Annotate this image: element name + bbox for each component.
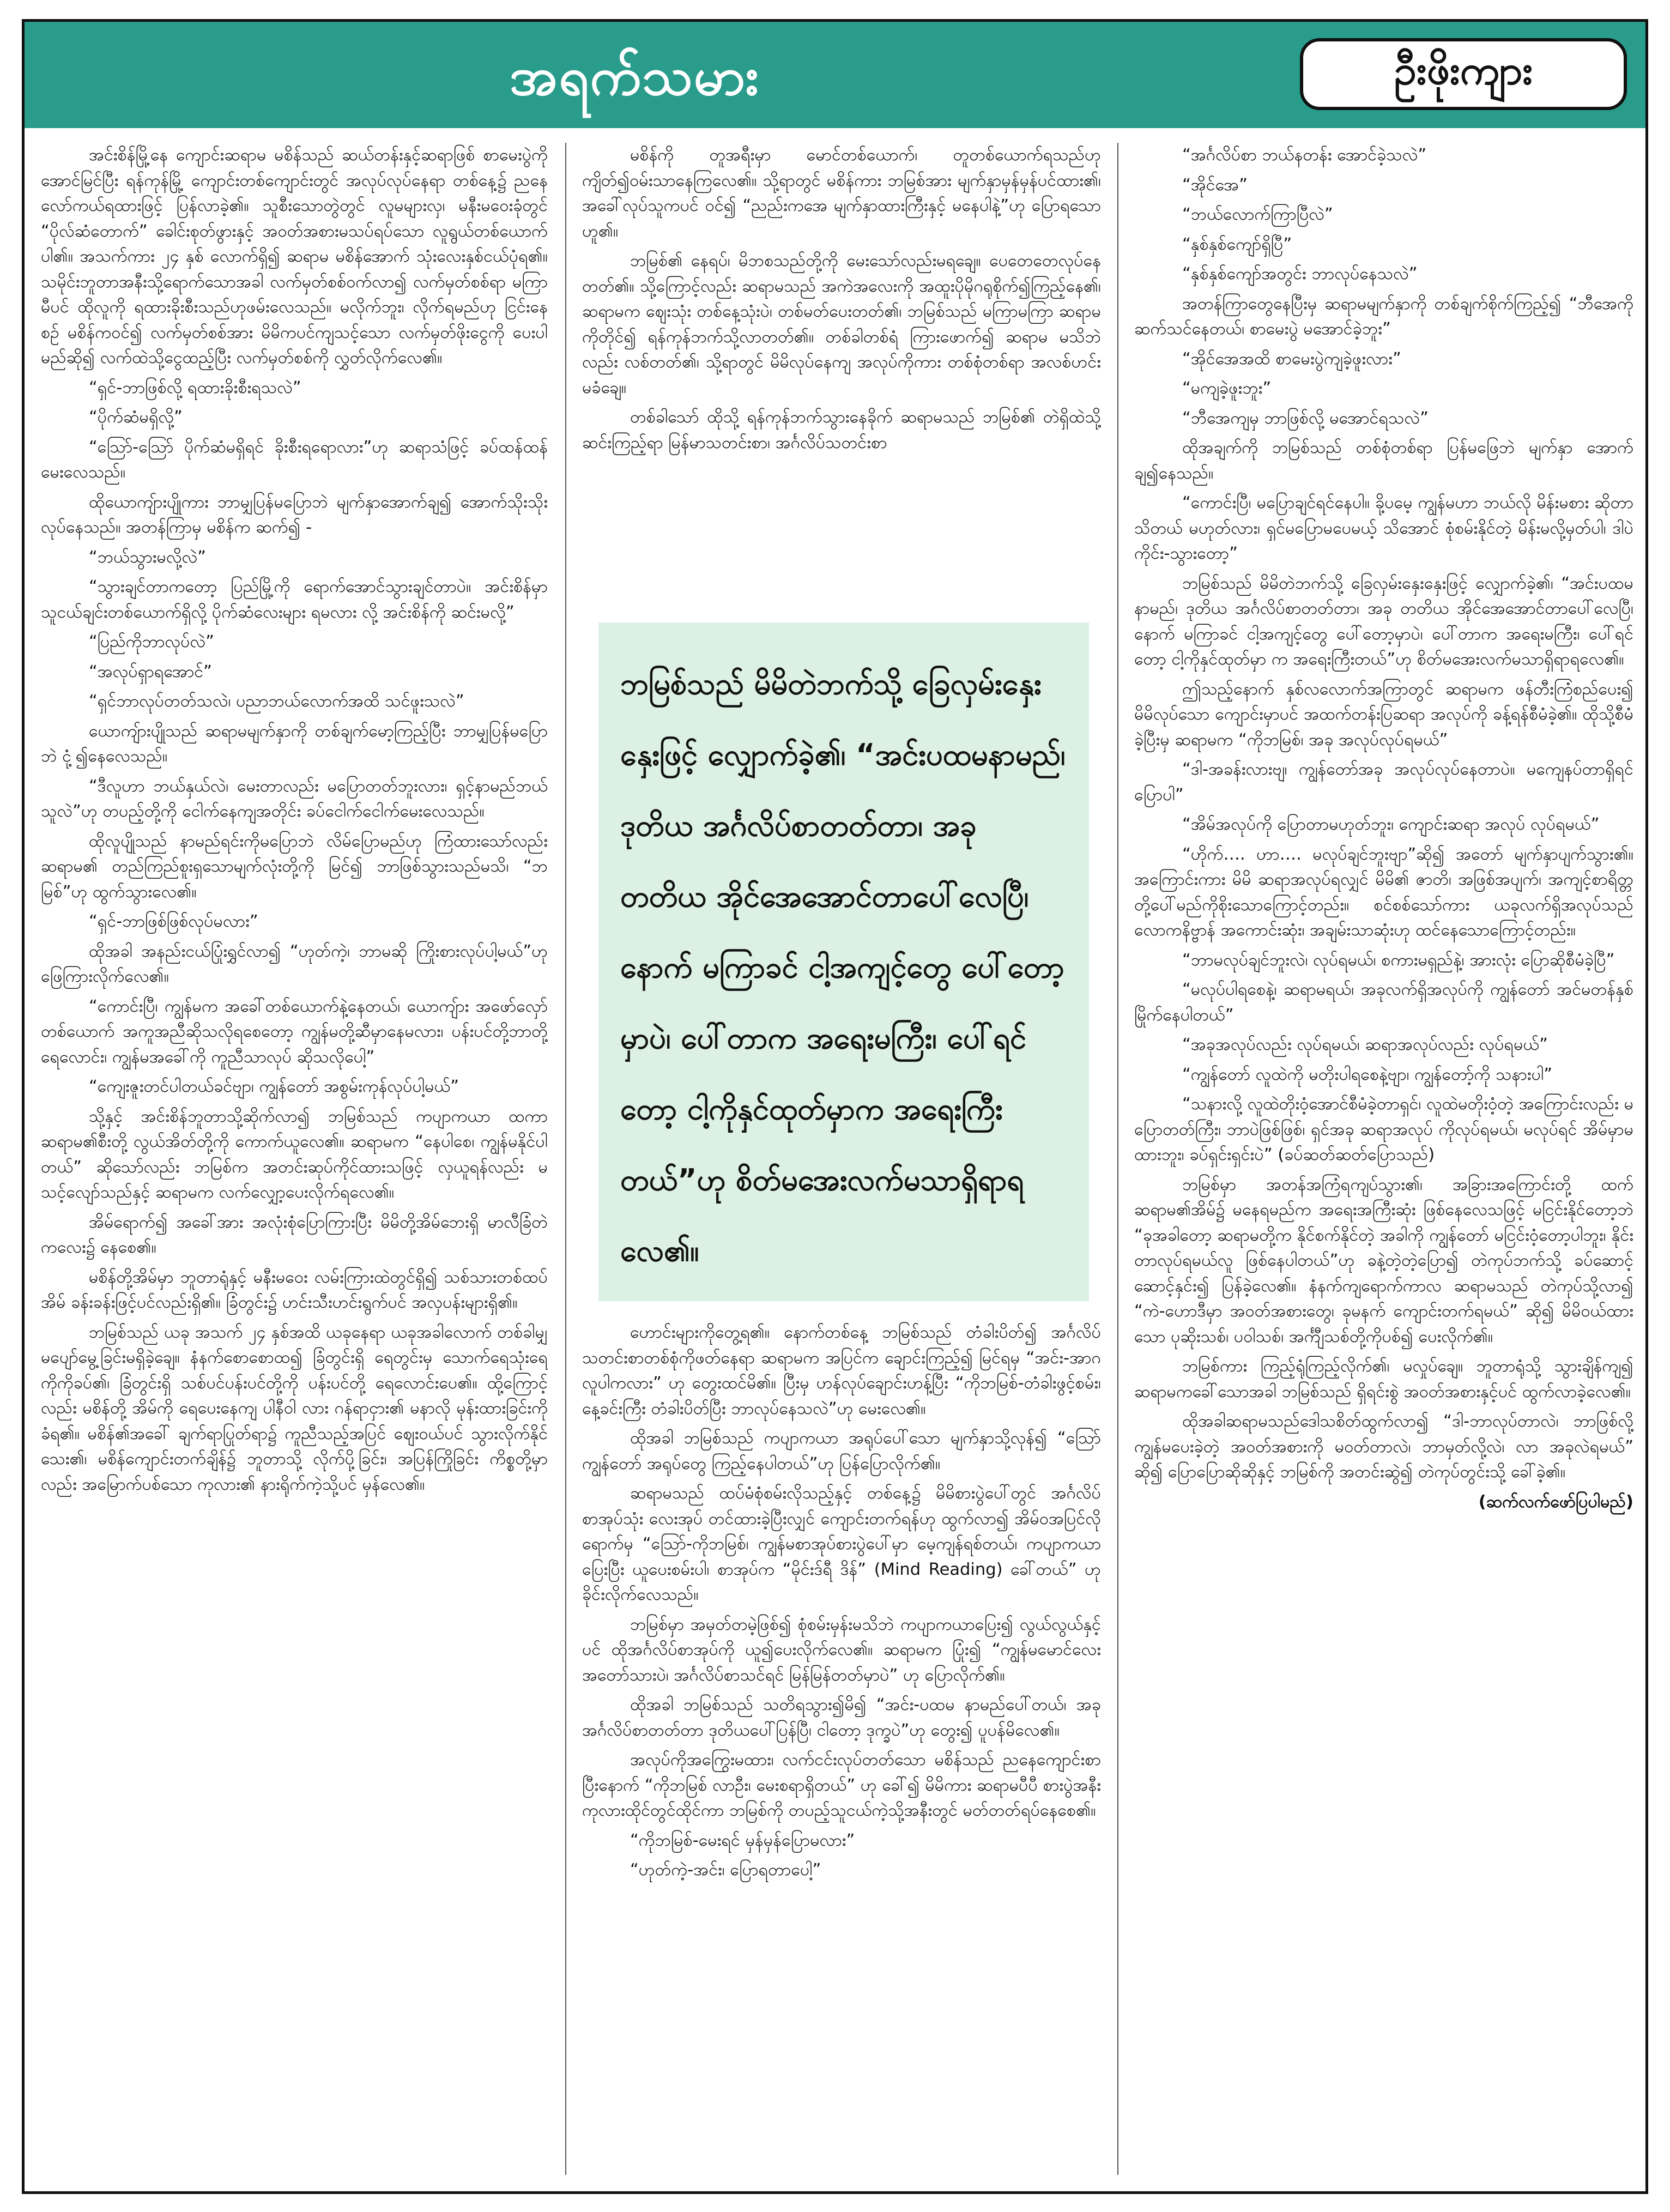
paragraph: “ကောင်းပြီ၊ ကျွန်မက အခေါ်တစ်ယောက်နဲ့နေတယ်၊ ယောကျ်ား အဖော်လှော်တစ်ယောက် အကူအညီဆိုသလိုရစေတော့ ကျွန်မတို့ဆီမှာနေမလား၊ ပန်းပင်တို့ဘာတို့ရေလောင်း၊ ကျွန်မအခေါ်ကို ကူညီသာလုပ် ဆိုသလိုပေါ့”: [41, 996, 548, 1067]
paragraph: “အိုင်အေ”: [1182, 175, 1248, 195]
paragraph: “အင်္ဂလိပ်စာ ဘယ်နတန်း အောင်ခဲ့သလဲ”: [1182, 146, 1427, 165]
paragraph: “ဒါ-အခန်းလားဗျ၊ ကျွန်တော်အခု အလုပ်လုပ်နေတာပဲ။ မကျေနပ်တာရှိရင်ပြောပါ”: [1134, 760, 1633, 805]
paragraph: “ဩော်-ဩော် ပိုက်ဆံမရှိရင် ခိုးစီးရရောလား”ဟု ဆရာသံဖြင့် ခပ်ထန်ထန်မေးလေသည်။: [41, 437, 548, 482]
column-2-lower-text: [582, 1320, 1101, 2175]
paragraph: “ဟုတ်ကဲ့-အင်း၊ ပြောရတာပေါ့”: [630, 1860, 821, 1879]
paragraph: ထိုအခါ ဘမြစ်သည် ကပျာကယာ အရုပ်ပေါ်သော မျက်နှာသို့လုန်၍ “ဩော် ကျွန်တော် အရုပ်တွေ ကြည့်နေပါတယ်”ဟု ပြန်ပြောလိုက်၏။: [582, 1429, 1101, 1473]
paragraph: ဟောင်းများကိုတွေ့ရ၏။ နောက်တစ်နေ့ ဘမြစ်သည် တံခါးပိတ်၍ အင်္ဂလိပ်သတင်းစာတစ်စုံကိုဖတ်နေရာ ဆရာမက အပြင်က ချောင်းကြည့်၍ မြင်ရမှ “အင်း-အာဂလူပါကလား” ဟု တွေးထင်မိ၏။ ပြီးမှ ဟန်လုပ်ချောင်းဟန့်ပြီး “ကိုဘမြစ်-တံခါးဖွင့်စမ်း၊ နေ့ခင်းကြီး တံခါးပိတ်ပြီး ဘာလုပ်နေသလဲ”ဟု မေးလေ၏။: [582, 1323, 1101, 1418]
article-title: အရက်သမား: [510, 46, 760, 107]
paragraph: “ရှင်-ဘာဖြစ်လို့ ရထားခိုးစီးရသလဲ”: [89, 378, 301, 397]
paragraph: “ရှင်ဘာလုပ်တတ်သလဲ၊ ပညာဘယ်လောက်အထိ သင်ဖူးသလဲ”: [89, 692, 464, 711]
paragraph: “သနားလို့ လူထဲတိုးဝံ့အောင်စီမံခဲ့တာရှင်၊ လူထဲမတိုးဝံ့တဲ့ အကြောင်းလည်း မပြောတတ်ကြီး၊ ဘာပဲဖြစ်ဖြစ်၊ ရှင်အခု ဆရာအလုပ် ကိုလုပ်ရမယ်၊ မလုပ်ရင် အိမ်မှာမထားဘူး၊ ခပ်ရှင်းရှင်းပဲ” (ခပ်ဆတ်ဆတ်ပြောသည်): [1134, 1095, 1633, 1164]
paragraph: ဆရာမသည် ထပ်မံစုံစမ်းလိုသည့်နှင့် တစ်နေ့၌ မိမိစားပွဲပေါ်တွင် အင်္ဂလိပ်စာအုပ်သုံး လေးအုပ် တင်ထားခဲ့ပြီးလျှင် ကျောင်းတက်ရန်ဟု ထွက်လာ၍ အိမ်ဝအပြင်လိုရောက်မှ “ဩော်-ကိုဘမြစ်၊ ကျွန်မစာအုပ်စားပွဲပေါ်မှာ မေ့ကျန်ရစ်တယ်၊ ကပျာကယာပြေးပြီး ယူပေးစမ်းပါ၊ စာအုပ်က “မိုင်းဒ်ရီ ဒိန်” (Mind Reading) ခေါ်တယ်” ဟု ခိုင်းလိုက်လေသည်။: [582, 1484, 1101, 1604]
paragraph: ယောကျ်ားပျိုသည် ဆရာမမျက်နှာကို တစ်ချက်မော့ကြည့်ပြီး ဘာမျှပြန်မပြောဘဲ ငုံ့၍နေလေသည်။: [41, 721, 548, 766]
paragraph: “အလုပ်ရှာရအောင်”: [89, 662, 212, 681]
paragraph: “ကိုဘမြစ်-မေးရင် မှန်မှန်ပြောမလား”: [630, 1830, 855, 1850]
paragraph: အတန်ကြာတွေနေပြီးမှ ဆရာမမျက်နှာကို တစ်ချက်စိုက်ကြည့်၍ “ဘီအေကိုဆက်သင်နေတယ်၊ စာမေးပွဲ မအောင်ခဲ့ဘူး”: [1134, 294, 1633, 339]
continued-note: (ဆက်လက်ဖော်ပြပါမည်): [1478, 1492, 1633, 1512]
column-divider: [565, 143, 566, 2175]
title-banner: [25, 22, 1645, 128]
paragraph: “သွားချင်တာကတော့ ပြည်မြို့ကို ရောက်အောင်သွားချင်တာပဲ။ အင်းစိန်မှာ သူငယ်ချင်းတစ်ယောက်ရှိလို့ ပိုက်ဆံလေးများ ရမလား လို့ အင်းစိန်ကို ဆင်းမလို့”: [41, 577, 548, 622]
pull-quote: ဘမြစ်သည် မိမိတဲဘက်သို့ ခြေလှမ်းနှေးနှေးဖြင့် လျှောက်ခဲ့၏၊ “အင်းပထမနာမည်၊ ဒုတိယ အင်္ဂလိပ်စာတတ်တာ၊ အခု တတိယ အိုင်အေအောင်တာပေါ်လေပြီ၊ နောက် မကြာခင် ငါ့အကျင့်တွေ ပေါ်တော့မှာပဲ၊ ပေါ်တာက အရေးမကြီး၊ ပေါ်ရင်တော့ ငါ့ကိုနှင်ထုတ်မှာက အရေးကြီးတယ်”ဟု စိတ်မအေးလက်မသာရှိရာရလေ၏။: [598, 622, 1089, 1301]
paragraph: “နှစ်နှစ်ကျော်ရှိပြီ”: [1182, 234, 1292, 254]
column-2-upper-text: [582, 143, 1101, 606]
column-divider: [1117, 143, 1118, 2175]
paragraph: “ဒီလူဟာ ဘယ်နှယ်လဲ၊ မေးတာလည်း မပြောတတ်ဘူးလား၊ ရှင့်နာမည်ဘယ်သူလဲ”ဟု တပည့်တို့ကို ငေါက်နေကျအတိုင်း ခပ်ငေါက်ငေါက်မေးလေသည်။: [41, 776, 548, 821]
paragraph: ဘမြစ်၏ နေရပ်၊ မိဘစသည်တို့ကို မေးသော်လည်းမရချေ။ ပေတေတေလုပ်နေတတ်၏။ သို့ကြောင့်လည်း ဆရာမသည် အကဲအလေးကို အထူးပိုမိုဂရုစိုက်၍ကြည့်နေ၏၊ ဆရာမက ဈေးသုံး တစ်နေ့သုံးပဲ၊ တစ်မတ်ပေးတတ်၏၊ ဘမြစ်သည် မကြာမကြာ ဆရာမကိုတိုင်၍ ရန်ကုန်ဘက်သို့လာတတ်၏။ တစ်ခါတစ်ရံ ကြားဖောက်၍ ဆရာမ မသိဘဲလည်း လစ်တတ်၏၊ သို့ရာတွင် မိမိလုပ်နေကျ အလုပ်ကိုကား တစ်စုံတစ်ရာ အလစ်ဟင်းမခံချေ။: [582, 251, 1101, 397]
paragraph: ဤသည့်နောက် နှစ်လလောက်အကြာတွင် ဆရာမက ဖန်တီးကြံစည်ပေး၍ မိမိလုပ်သော ကျောင်းမှာပင် အထက်တန်းပြဆရာ အလုပ်ကို ခန့်ရန်စီမံခဲ့၏။ ထိုသို့စီမံခဲ့ပြီးမှ ဆရာမက “ကိုဘမြစ်၊ အခု အလုပ်လုပ်ရမယ်”: [1134, 679, 1633, 750]
paragraph: “ကျွန်တော် လူထဲကို မတိုးပါရစေနဲ့ဗျာ၊ ကျွန်တော့်ကို သနားပါ”: [1182, 1065, 1553, 1084]
paragraph: “မကျခဲ့ဖူးဘူး”: [1182, 379, 1272, 398]
paragraph: “ဘီအေကျမှ ဘာဖြစ်လို့ မအောင်ရသလဲ”: [1182, 408, 1429, 428]
paragraph: သို့နှင့် အင်းစိန်ဘူတာသို့ဆိုက်လာ၍ ဘမြစ်သည် ကပျာကယာ ထကာ ဆရာမ၏စီးတို့ လွယ်အိတ်တို့ကို ကောက်ယူလေ၏။ ဆရာမက “နေပါစေ၊ ကျွန်မနိုင်ပါတယ်” ဆိုသော်လည်း ဘမြစ်က အတင်းဆုပ်ကိုင်ထားသဖြင့် လှယူရန်လည်း မသင့်လျော်သည်နှင့် ဆရာမက လက်လျှော့ပေးလိုက်ရလေ၏။: [41, 1107, 548, 1202]
paragraph: ထိုအခါဆရာမသည်ဒေါသစိတ်ထွက်လာ၍ “ဒါ-ဘာလုပ်တာလဲ၊ ဘာဖြစ်လို့ ကျွန်မပေးခဲ့တဲ့ အဝတ်အစားကို မဝတ်တာလဲ၊ ဘာမှတ်လို့လဲ၊ လာ အခုလဲရမယ်” ဆို၍ ပြောပြောဆိုဆိုနှင့် ဘမြစ်ကို အတင်းဆွဲ၍ တဲကုပ်တွင်းသို့ ခေါ်ခဲ့၏။: [1134, 1412, 1633, 1482]
text-column-1: [41, 143, 548, 2175]
paragraph: ဘမြစ်မှာ အတန်အကြံရကျပ်သွား၏၊ အခြားအကြောင်းတို့ ထက် ဆရာမ၏အိမ်၌ မနေရမည်က အရေးအကြီးဆုံး ဖြစ်နေလေသဖြင့် မငြင်းနိုင်တော့ဘဲ “ခုအခါတော့ ဆရာမတို့က နိုင်စက်နိုင်တဲ့ အခါကို ကျွန်တော် မငြင်းဝံ့တော့ပါဘူး၊ နိုင်းတာလုပ်ရမယ်လူ ဖြစ်နေပါတယ်”ဟု ခနဲ့တဲ့တဲ့ပြော၍ တဲကုပ်ဘက်သို့ ခပ်ဆောင့်ဆောင့်နှင်း၍ ပြန်ခဲ့လေ၏။ နံနက်ကျရောက်ကာလ ဆရာမသည် တဲကုပ်သို့လာ၍ “ကဲ-ဟောဒီမှာ အဝတ်အစားတွေ၊ ခုမနက် ကျောင်းတက်ရမယ်” ဆို၍ မိမိဝယ်ထားသော ပုဆိုးသစ်၊ ပဝါသစ်၊ အင်္ကျီသစ်တို့ကိုပစ်၍ ပေးလိုက်၏။: [1134, 1175, 1633, 1346]
paragraph: ထိုယောကျ်ားပျိုကား ဘာမျှပြန်မပြောဘဲ မျက်နှာအောက်ချ၍ အောက်သိုးသိုးလုပ်နေသည်။ အတန်ကြာမှ မစိန်က ဆက်၍ -: [41, 492, 548, 537]
author-name: ဦးဖိုးကျား: [1300, 38, 1627, 110]
paragraph: ထိုအချက်ကို ဘမြစ်သည် တစ်စုံတစ်ရာ ပြန်မဖြေဘဲ မျက်နှာ အောက်ချ၍နေသည်။: [1134, 438, 1633, 483]
paragraph: တစ်ခါသော် ထိုသို့ ရန်ကုန်ဘက်သွားနေခိုက် ဆရာမသည် ဘမြစ်၏ တဲရှိထဲသို့ ဆင်းကြည့်ရာ မြန်မာသတင်းစာ၊ အင်္ဂလိပ်သတင်းစာ: [582, 408, 1101, 452]
paragraph: အိမ်ရောက်၍ အခေါ်အား အလုံးစုံပြောကြားပြီး မိမိတို့အိမ်ဘေးရှိ မာလီခြံတဲကလေး၌ နေစေ၏။: [41, 1212, 548, 1257]
paragraph: “ဘယ်သွားမလို့လဲ”: [89, 547, 206, 567]
paragraph: ထိုအခါ ဘမြစ်သည် သတိရသွား၍မိ၍ “အင်း-ပထမ နာမည်ပေါ်တယ်၊ အခု အင်္ဂလိပ်စာတတ်တာ ဒုတိယပေါ်ပြန်ပြီ၊ ငါတော့ ဒုက္ခပဲ”ဟု တွေး၍ ပူပန်မိလေ၏။: [582, 1695, 1101, 1740]
paragraph: အင်းစိန်မြို့နေ ကျောင်းဆရာမ မစိန်သည် ဆယ်တန်းနှင့်ဆရာဖြစ် စာမေးပွဲကိုအောင်မြင်ပြီး ရန်ကုန်မြို့ ကျောင်းတစ်ကျောင်းတွင် အလုပ်လုပ်နေရာ တစ်နေ့၌ ညနေလော်ကယ်ရထားဖြင့် ပြန်လာခဲ့၏။ သူစီးသောတွဲတွင် လူမများလှ၊ မနီးမဝေးခုံတွင် “ပိုလ်ဆံတောက်” ခေါင်းစုတ်ဖွားနှင့် အဝတ်အစားမသပ်ရပ်သော လူရွယ်တစ်ယောက်ပါ၏။ အသက်ကား ၂၄ နှစ် လောက်ရှိ၍ ဆရာမ မစိန်အောက် သုံးလေးနှစ်ငယ်ပုံရ၏။ သမိုင်းဘူတာအနီးသို့ရောက်သောအခါ လက်မှတ်စစ်ဝက်လာ၍ လက်မှတ်စစ်ရာ မကြာမီပင် ထိုလူကို ရထားခိုးစီးသည်ဟုဖမ်းလေသည်။ မလိုက်ဘူး၊ လိုက်ရမည်ဟု ငြင်းနေစဉ် မစိန်ကဝင်၍ လက်မှတ်စစ်အား မိမိကပင်ကျသင့်သော လက်မှတ်ဖိုးငွေကို ပေးပါမည်ဆို၍ လက်ထဲသို့ငွေထည့်ပြီး လက်မှတ်စစ်ကို လွှတ်လိုက်လေ၏။: [41, 146, 548, 367]
text-column-3: [1134, 143, 1633, 2175]
paragraph: ဘမြစ်ကား ကြည့်ရုံကြည့်လိုက်၏၊ မလှုပ်ချေ။ ဘူတာရုံသို့ သွားချိန်ကျ၍ ဆရာမကခေါ်သောအခါ ဘမြစ်သည် ရှိရင်းစွဲ အဝတ်အစားနှင့်ပင် ထွက်လာခဲ့လေ၏။: [1134, 1357, 1633, 1401]
paragraph: “ပြည်ကိုဘာလုပ်လဲ”: [89, 632, 214, 651]
paragraph: မစိန်ကို တူအရီးမှာ မောင်တစ်ယောက်၊ တူတစ်ယောက်ရသည်ဟု ကျိတ်၍ဝမ်းသာနေကြလေ၏။ သို့ရာတွင် မစိန်ကား ဘမြစ်အား မျက်နှာမှန်မှန်ပင်ထား၏၊ အခေါ်လုပ်သူကပင် ဝင်၍ “ညည်းကအေ မျက်နှာထားကြီးနှင့် မနေပါနဲ့”ဟု ပြောရသောဟူ၏။: [582, 146, 1101, 241]
paragraph: ဘမြစ်မှာ အမှတ်တမဲ့ဖြစ်၍ စုံစမ်းမှန်းမသိဘဲ ကပျာကယာပြေး၍ လွယ်လွယ်နှင့်ပင် ထိုအင်္ဂလိပ်စာအုပ်ကို ယူ၍ပေးလိုက်လေ၏။ ဆရာမက ပြုံး၍ “ကျွန်မမောင်လေး အတော်သားပဲ၊ အင်္ဂလိပ်စာသင်ရင် မြန်မြန်တတ်မှာပဲ” ဟု ပြောလိုက်၏။: [582, 1615, 1101, 1685]
paragraph: “အခုအလုပ်လည်း လုပ်ရမယ်၊ ဆရာအလုပ်လည်း လုပ်ရမယ်”: [1182, 1035, 1548, 1054]
paragraph: “ပိုက်ဆံမရှိလို့”: [89, 408, 183, 427]
paragraph: “ဘာမလုပ်ချင်ဘူးလဲ၊ လုပ်ရမယ်၊ စကားမရှည်နဲ့၊ အားလုံး ပြောဆိုစီမံခဲ့ပြီ”: [1182, 950, 1615, 970]
paragraph: ဘမြစ်သည် ယခု အသက် ၂၄ နှစ်အထိ ယခုနေရာ ယခုအခါလောက် တစ်ခါမျှမပျော်မွေ့ခြင်းမရှိခဲ့ချေ။ နံနက်စောစောထ၍ ခြံတွင်းရှိ ရေတွင်းမှ သောက်ရေသုံးရေကိုကိုခပ်၏၊ ခြံတွင်းရှိ သစ်ပင်ပန်းပင်တို့ကို ပန်းပင်တို့ ရေလောင်းပေ၏။ ထို့ကြောင့်လည်း မစိန်တို့ အိမ်ကို ရေပေးနေကျ ပါနီဝါ လား ဂန်ရာငှား၏ မနာလို မုန်းထားခြင်းကိုခံရ၏။ မစိန်၏အခေါ် ချက်ရာပြုတ်ရာ၌ ကူညီသည့်အပြင် ဈေးဝယ်ပင် သွားလိုက်နိုင်သေး၏၊ မစိန်ကျောင်းတက်ချိန်၌ ဘူတာသို့ လိုက်ပို့ခြင်း၊ အပြန်ကြိုခြင်း ကိစ္စတို့မှာလည်း အမြောက်ပစ်သော ကုလား၏ နားရိုက်ကဲ့သို့ပင် မှန်လေ၏။: [41, 1322, 548, 1494]
paragraph: အလုပ်ကိုအကြွေးမထား၊ လက်ငင်းလုပ်တတ်သော မစိန်သည် ညနေကျောင်းစာပြီးနောက် “ကိုဘမြစ် လာဦး၊ မေးစရာရှိတယ်” ဟု ခေါ်၍ မိမိကား ဆရာမပီပီ စားပွဲအနီးကုလားထိုင်တွင်ထိုင်ကာ ဘမြစ်ကို တပည့်သူငယ်ကဲ့သို့အနီးတွင် မတ်တတ်ရပ်နေစေ၏။: [582, 1750, 1101, 1820]
paragraph: “ဘယ်လောက်ကြာပြီလဲ”: [1182, 205, 1333, 224]
paragraph: ထိုလူပျိုသည် နာမည်ရင်းကိုမပြောဘဲ လိမ်ပြောမည်ဟု ကြံထားသော်လည်း ဆရာမ၏ တည်ကြည်စူးရှသောမျက်လုံးတို့ကို မြင်၍ ဘာဖြစ်သွားသည်မသိ၊ “ဘမြစ်”ဟု ထွက်သွားလေ၏။: [41, 831, 548, 902]
paragraph: “ရှင်-ဘာဖြစ်ဖြစ်လုပ်မလား”: [89, 912, 258, 931]
paragraph: မစိန်တို့အိမ်မှာ ဘူတာရုံနှင့် မနီးမဝေး လမ်းကြားထဲတွင်ရှိ၍ သစ်သားတစ်ထပ်အိမ် ခန်းခန်းဖြင့်ပင်လည်းရှိ၏။ ခြံတွင်း၌ ဟင်းသီးဟင်းရွက်ပင် အလှပန်းများရှိ၏။: [41, 1267, 548, 1312]
paragraph: “ကောင်းပြီ၊ မပြောချင်ရင်နေပါ။ ခို့ပမေ့ ကျွန်မဟာ ဘယ်လို မိန်းမစား ဆိုတာသိတယ် မဟုတ်လား၊ ရှင်မပြောမပေမယ့် သိအောင် စုံစမ်းနိုင်တဲ့ မိန်းမလို့မှတ်ပါ၊ ဒါပဲ ကိုင်း-သွားတော့”: [1134, 493, 1633, 563]
paragraph: ဘမြစ်သည် မိမိတဲဘက်သို့ ခြေလှမ်းနှေးနှေးဖြင့် လျှောက်ခဲ့၏၊ “အင်းပထမနာမည်၊ ဒုတိယ အင်္ဂလိပ်စာတတ်တာ၊ အခု တတိယ အိုင်အေအောင်တာပေါ်လေပြီ၊ နောက် မကြာခင် ငါ့အကျင့်တွေ ပေါ်တော့မှာပဲ၊ ပေါ်တာက အရေးမကြီး၊ ပေါ်ရင်တော့ ငါ့ကိုနှင်ထုတ်မှာ က အရေးကြီးတယ်”ဟု စိတ်မအေးလက်မသာရှိရာရလေ၏။: [1134, 573, 1633, 669]
paragraph: “ဟိုက်…. ဟာ…. မလုပ်ချင်ဘူးဗျာ”ဆို၍ အတော် မျက်နှာပျက်သွား၏။ အကြောင်းကား မိမိ ဆရာအလုပ်ရလျှင် မိမိ၏ ဇာတိ၊ အဖြစ်အပျက်၊ အကျင့်စာရိတ္တတို့ပေါ်မည်ကိုစိုးသောကြောင့်တည်း။ စင်စစ်သော်ကား ယခုလက်ရှိအလုပ်သည် လောကနိဗ္ဗာန် အကောင်းဆုံး၊ အချမ်းသာဆုံးဟု ထင်နေသောကြောင့်တည်း။: [1134, 844, 1633, 940]
paragraph: “နှစ်နှစ်ကျော်အတွင်း ဘာလုပ်နေသလဲ”: [1182, 264, 1418, 283]
paragraph: ထိုအခါ အနည်းငယ်ပြုံးရွှင်လာ၍ “ဟုတ်ကဲ့၊ ဘာမဆို ကြိုးစားလုပ်ပါ့မယ်”ဟု ဖြေကြားလိုက်လေ၏။: [41, 941, 548, 986]
paragraph: “အိမ်အလုပ်ကို ပြောတာမဟုတ်ဘူး၊ ကျောင်းဆရာ အလုပ် လုပ်ရမယ်”: [1182, 815, 1600, 834]
paragraph: “ကျေးဇူးတင်ပါတယ်ခင်ဗျာ၊ ကျွန်တော် အစွမ်းကုန်လုပ်ပါ့မယ်”: [89, 1077, 459, 1096]
paragraph: “အိုင်အေအထိ စာမေးပွဲကျခဲ့ဖူးလား”: [1182, 349, 1401, 368]
article-page: [22, 19, 1648, 2194]
text-column-2: [582, 143, 1101, 2175]
paragraph: “မလုပ်ပါရစေနဲ့၊ ဆရာမရယ်၊ အခုလက်ရှိအလုပ်ကို ကျွန်တော် အင်မတန်နှစ်မြိုက်နေပါတယ်”: [1134, 980, 1633, 1025]
